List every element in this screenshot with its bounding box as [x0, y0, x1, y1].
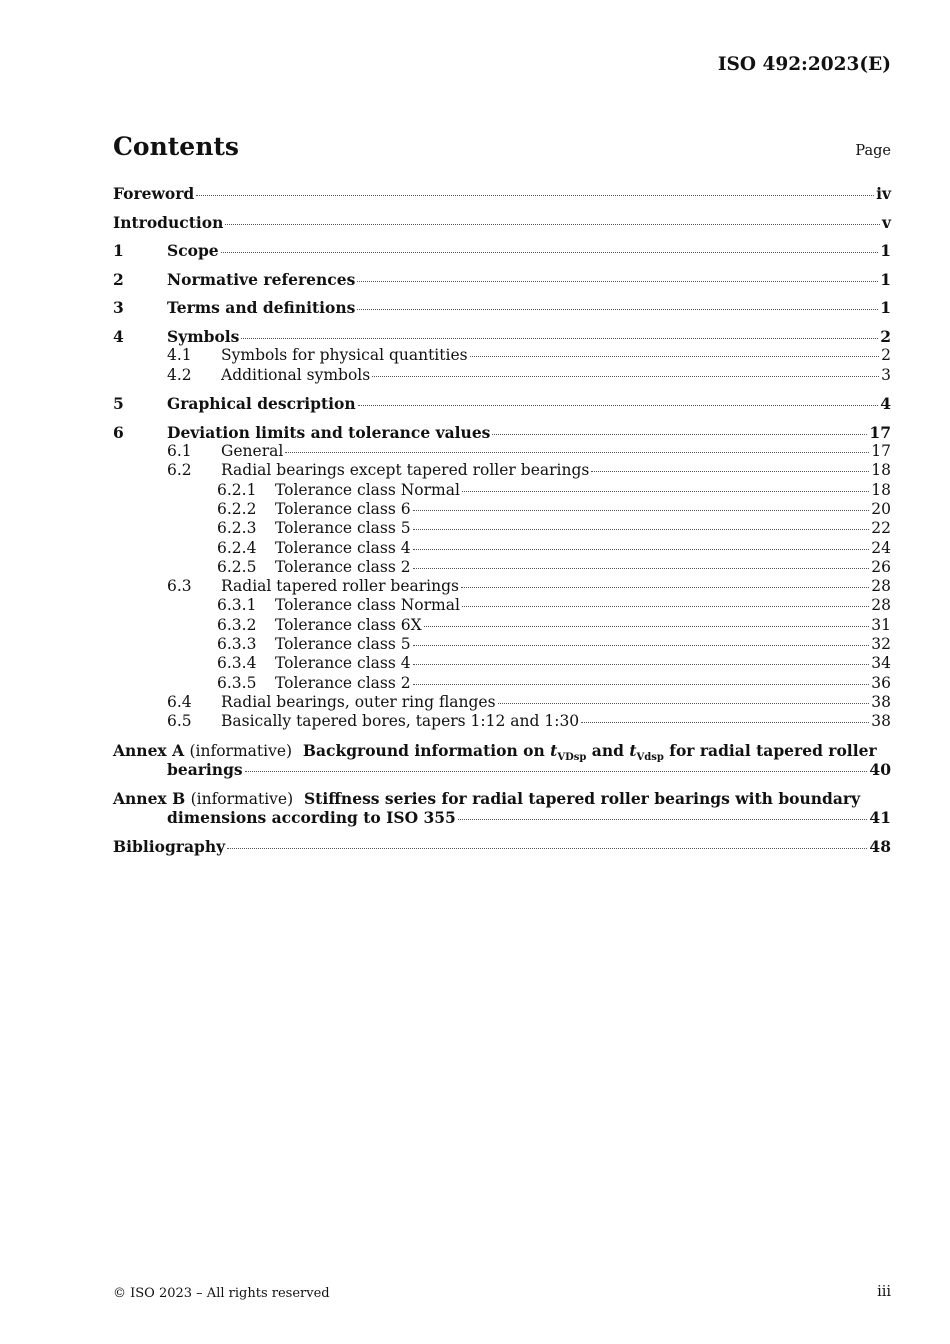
toc-entry-number: 6.3.2 — [217, 615, 257, 634]
dot-leader — [492, 434, 867, 435]
toc-entry-title: Tolerance class 5 — [275, 635, 411, 654]
dot-leader — [413, 549, 870, 550]
dot-leader — [357, 281, 878, 282]
toc-entry-page: 3 — [881, 365, 891, 384]
dot-leader — [458, 819, 868, 820]
toc-entry-subclause[interactable] — [113, 712, 891, 731]
toc-entry-page: 24 — [871, 538, 891, 557]
copyright-notice: © ISO 2023 – All rights reserved — [113, 1286, 330, 1301]
annex-type: (informative) — [189, 741, 293, 760]
dot-leader — [241, 338, 878, 339]
toc-entry-subsubclause[interactable] — [113, 539, 891, 558]
toc-entry-number: 2 — [113, 269, 124, 289]
toc-entry-subsubclause[interactable] — [113, 481, 891, 500]
table-of-contents — [113, 184, 891, 856]
toc-entry-title: Additional symbols — [221, 365, 371, 384]
toc-entry-title: Symbols — [167, 326, 240, 346]
toc-entry-subclause[interactable] — [113, 366, 891, 385]
toc-entry-number: 4 — [113, 326, 124, 346]
dot-leader — [357, 309, 878, 310]
toc-entry-number: 6.2.5 — [217, 557, 257, 576]
toc-entry-page: 40 — [869, 760, 891, 780]
toc-entry-subsubclause[interactable] — [113, 635, 891, 654]
toc-entry-number: 6.3 — [167, 577, 192, 596]
toc-entry-annex-a[interactable] — [113, 741, 891, 780]
annex-title-continuation: bearings — [167, 760, 243, 780]
toc-entry-title: Tolerance class Normal — [275, 480, 460, 499]
annex-title-continuation: dimensions according to ISO 355 — [167, 807, 456, 827]
toc-entry-number: 6.3.1 — [217, 596, 257, 615]
toc-entry-title: Radial bearings except tapered roller bearings — [221, 461, 590, 480]
dot-leader — [462, 491, 869, 492]
toc-entry-clause[interactable] — [113, 270, 891, 289]
dot-leader — [285, 452, 869, 453]
toc-entry-bibliography[interactable] — [113, 837, 891, 856]
toc-entry-number: 6.3.4 — [217, 654, 257, 673]
toc-entry-subsubclause[interactable] — [113, 596, 891, 615]
toc-entry-subsubclause[interactable] — [113, 616, 891, 635]
toc-entry-page: 36 — [871, 673, 891, 692]
toc-entry-clause[interactable] — [113, 394, 891, 413]
annex-label: Annex A — [113, 740, 185, 760]
toc-entry-title: Normative references — [167, 269, 356, 289]
toc-entry-title: Introduction — [113, 212, 224, 232]
toc-entry-title: Radial tapered roller bearings — [221, 577, 459, 596]
toc-entry-page: 38 — [871, 712, 891, 731]
dot-leader — [461, 587, 869, 588]
toc-entry-title: Tolerance class 2 — [275, 557, 411, 576]
toc-entry-page: 32 — [871, 635, 891, 654]
toc-entry-page: 28 — [871, 596, 891, 615]
annex-title: Stiffness series for radial tapered roller bearings with boundary — [303, 788, 861, 808]
annex-type: (informative) — [190, 789, 294, 808]
toc-entry-page: 28 — [871, 577, 891, 596]
toc-entry-page: 2 — [881, 346, 891, 365]
dot-leader — [591, 471, 869, 472]
toc-entry-number: 6.2.3 — [217, 519, 257, 538]
symbol-subscript: VDsp — [557, 751, 587, 763]
toc-entry-clause[interactable] — [113, 298, 891, 317]
toc-entry-number: 6.1 — [167, 442, 192, 461]
toc-entry-number: 6 — [113, 422, 124, 442]
toc-entry-title: General — [221, 442, 284, 461]
toc-entry-number: 6.2.4 — [217, 538, 257, 557]
toc-entry-page: 31 — [871, 615, 891, 634]
dot-leader — [424, 626, 870, 627]
dot-leader — [581, 722, 869, 723]
toc-entry-title: Symbols for physical quantities — [221, 346, 468, 365]
dot-leader — [227, 848, 867, 849]
toc-entry-subclause[interactable] — [113, 346, 891, 365]
toc-entry-page: 2 — [880, 326, 891, 346]
page-number: iii — [877, 1284, 891, 1300]
toc-entry-page: 38 — [871, 692, 891, 711]
toc-entry-page: 1 — [880, 298, 891, 318]
dot-leader — [413, 568, 870, 569]
toc-entry-page: 18 — [871, 480, 891, 499]
toc-entry-page: 20 — [871, 499, 891, 518]
toc-entry-clause[interactable] — [113, 241, 891, 260]
toc-entry-title: Tolerance class 6 — [275, 499, 411, 518]
toc-entry-title: Foreword — [113, 184, 195, 203]
toc-entry-page: 17 — [869, 422, 891, 442]
toc-entry-number: 6.2 — [167, 461, 192, 480]
dot-leader — [196, 195, 874, 196]
dot-leader — [413, 684, 870, 685]
annex-title: Background information on $t_{VDsp}$ and $t_{Vdsp}$ for radial tapered roller — [302, 740, 877, 763]
toc-entry-title: Tolerance class 2 — [275, 673, 411, 692]
dot-leader — [221, 252, 879, 253]
toc-entry-page: 17 — [871, 442, 891, 461]
toc-entry-page: 41 — [869, 807, 891, 827]
toc-entry-page: v — [881, 212, 891, 232]
toc-entry-title: Tolerance class Normal — [275, 596, 460, 615]
toc-entry-title: Graphical description — [167, 394, 356, 414]
toc-entry-title: Scope — [167, 241, 219, 261]
toc-entry-page: 4 — [880, 394, 891, 414]
toc-entry-subclause[interactable] — [113, 693, 891, 712]
toc-entry-number: 6.2.1 — [217, 480, 257, 499]
symbol-subscript: Vdsp — [636, 751, 664, 763]
toc-entry-page: 48 — [869, 836, 891, 856]
toc-entry-number: 6.5 — [167, 712, 192, 731]
dot-leader — [225, 224, 880, 225]
toc-entry-clause[interactable] — [113, 327, 891, 346]
toc-entry-annex-b[interactable] — [113, 789, 891, 828]
symbol-t: t — [629, 740, 637, 760]
toc-entry-subsubclause[interactable] — [113, 519, 891, 538]
symbol-t: t — [550, 740, 558, 760]
toc-entry-number: 6.3.5 — [217, 673, 257, 692]
dot-leader — [358, 405, 879, 406]
toc-entry-number: 6.3.3 — [217, 635, 257, 654]
toc-entry-page: 1 — [880, 269, 891, 289]
dot-leader — [372, 376, 879, 377]
toc-entry-page: 22 — [871, 519, 891, 538]
toc-entry-title: Tolerance class 5 — [275, 519, 411, 538]
toc-entry-subsubclause[interactable] — [113, 654, 891, 673]
toc-entry-page: 34 — [871, 654, 891, 673]
toc-entry-title: Deviation limits and tolerance values — [167, 422, 491, 442]
annex-label: Annex B — [113, 788, 186, 808]
dot-leader — [413, 510, 870, 511]
toc-entry-number: 5 — [113, 394, 124, 414]
toc-entry-number: 6.2.2 — [217, 499, 257, 518]
toc-entry-introduction[interactable] — [113, 213, 891, 232]
document-id: ISO 492:2023(E) — [717, 54, 891, 75]
dot-leader — [413, 529, 870, 530]
dot-leader — [413, 664, 870, 665]
toc-entry-number: 6.4 — [167, 692, 192, 711]
toc-entry-page: 1 — [880, 241, 891, 261]
toc-entry-subsubclause[interactable] — [113, 500, 891, 519]
contents-heading: Contents — [113, 132, 240, 161]
dot-leader — [245, 771, 868, 772]
dot-leader — [462, 606, 869, 607]
toc-entry-title: Terms and definitions — [167, 298, 356, 318]
toc-entry-title: Tolerance class 4 — [275, 654, 411, 673]
dot-leader — [413, 645, 870, 646]
toc-entry-page: 26 — [871, 557, 891, 576]
page-column-label: Page — [855, 143, 891, 159]
toc-entry-subclause[interactable] — [113, 577, 891, 596]
toc-entry-number: 3 — [113, 298, 124, 318]
toc-entry-foreword[interactable] — [113, 184, 891, 203]
toc-entry-title: Radial bearings, outer ring flanges — [221, 692, 496, 711]
toc-entry-subsubclause[interactable] — [113, 674, 891, 693]
toc-entry-clause[interactable] — [113, 423, 891, 442]
toc-entry-title: Tolerance class 4 — [275, 538, 411, 557]
toc-entry-subclause[interactable] — [113, 461, 891, 480]
toc-entry-page: iv — [876, 184, 891, 203]
toc-entry-title: Basically tapered bores, tapers 1:12 and 1:30 — [221, 712, 580, 731]
toc-entry-title: Bibliography — [113, 836, 226, 856]
toc-entry-subclause[interactable] — [113, 442, 891, 461]
dot-leader — [470, 356, 880, 357]
toc-entry-subsubclause[interactable] — [113, 558, 891, 577]
toc-entry-number: 1 — [113, 241, 124, 261]
toc-entry-page: 18 — [871, 461, 891, 480]
toc-entry-number: 4.2 — [167, 365, 192, 384]
toc-entry-title: Tolerance class 6X — [275, 615, 422, 634]
toc-entry-number: 4.1 — [167, 346, 192, 365]
dot-leader — [498, 703, 870, 704]
